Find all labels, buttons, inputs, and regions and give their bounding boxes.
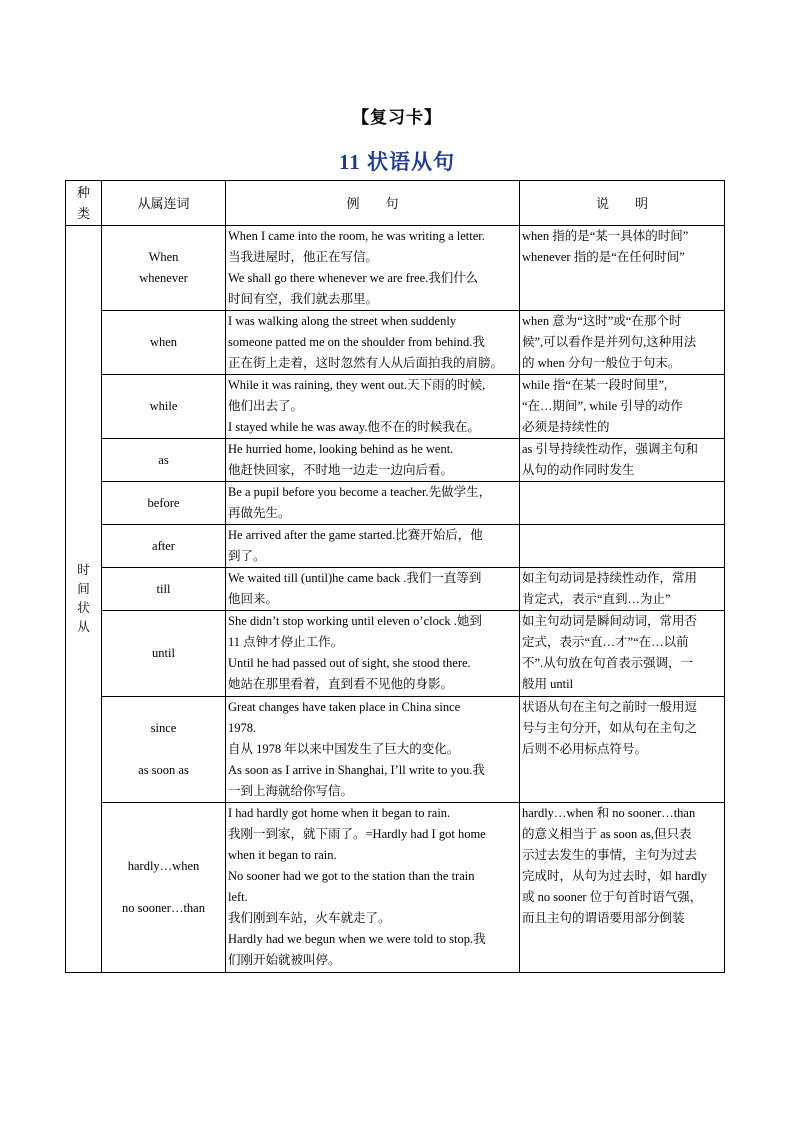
conjunction-cell: when [102, 311, 226, 375]
table-row [66, 311, 725, 375]
example-cell: Be a pupil before you become a teacher.先做学生， 再做先生。 [226, 482, 520, 525]
conjunction-cell: while [102, 375, 226, 439]
note-cell: when 意为“这时”或“在那个时 候”,可以看作是并列句,这种用法 的 when 分句一般位于句末。 [520, 311, 725, 375]
table-row [66, 482, 725, 525]
example-cell: Great changes have taken place in China since 1978. 自从 1978 年以来中国发生了巨大的变化。 As soon as I arrive in Shanghai, I’ll write to you.我 一到上海就给你写信。 [226, 697, 520, 803]
conjunction-cell: after [102, 525, 226, 568]
conjunction-cell: hardly…when no sooner…than [102, 803, 226, 973]
kind-cell-time-clause: 时 间 状 从 [66, 226, 102, 973]
note-cell: 状语从句在主句之前时一般用逗 号与主句分开，如从句在主句之 后则不必用标点符号。 [520, 697, 725, 803]
table-row [66, 697, 725, 803]
table-row [66, 375, 725, 439]
table-row [66, 611, 725, 697]
note-cell: while 指“在某一段时间里”, “在…期间”, while 引导的动作 必须是持续性的 [520, 375, 725, 439]
conjunction-cell: till [102, 568, 226, 611]
note-cell: hardly…when 和 no sooner…than 的意义相当于 as soon as,但只表 示过去发生的事情，主句为过去 完成时，从句为过去时，如 hardly 或 no sooner 位于句首时语气强， 而且主句的谓语要用部分倒装 [520, 803, 725, 973]
header-example: 例 句 [226, 181, 520, 226]
page-title: 11 状语从句 [338, 150, 456, 174]
example-cell: While it was raining, they went out.天下雨的时候, 他们出去了。 I stayed while he was away.他不在的时候我在。 [226, 375, 520, 439]
table-row [66, 226, 725, 311]
table-row [66, 803, 725, 973]
header-conjunction: 从属连词 [102, 181, 226, 226]
conjunction-cell: When whenever [102, 226, 226, 311]
review-card-label: 【复习卡】 [352, 108, 442, 127]
table-row [66, 525, 725, 568]
conjunction-cell: since as soon as [102, 697, 226, 803]
table-row [66, 439, 725, 482]
example-cell: He arrived after the game started.比赛开始后，他 到了。 [226, 525, 520, 568]
conjunction-cell: until [102, 611, 226, 697]
header-note: 说 明 [520, 181, 725, 226]
conjunction-cell: before [102, 482, 226, 525]
example-cell: She didn’t stop working until eleven o’clock .她到 11 点钟才停止工作。 Until he had passed out of sight, she stood there. 她站在那里看着，直到看不见他的身影。 [226, 611, 520, 697]
example-cell: When I came into the room, he was writing a letter. 当我进屋时，他正在写信。 We shall go there whenever we are free.我们什么 时间有空，我们就去那里。 [226, 226, 520, 311]
adverbial-clause-table [65, 180, 725, 973]
note-cell [520, 482, 725, 525]
note-cell: 如主句动词是持续性动作，常用 肯定式，表示“直到…为止” [520, 568, 725, 611]
example-cell: He hurried home, looking behind as he went. 他赶快回家，不时地一边走一边向后看。 [226, 439, 520, 482]
note-cell: when 指的是“某一具体的时间” whenever 指的是“在任何时间” [520, 226, 725, 311]
table-header-row [66, 181, 725, 226]
example-cell: I had hardly got home when it began to rain. 我刚一到家，就下雨了。=Hardly had I got home when it began to rain. No sooner had we got to the station than the train left. 我们刚到车站，火车就走了。 Hardly had we begun when we were told to stop.我 们刚开始就被叫停。 [226, 803, 520, 973]
example-cell: I was walking along the street when suddenly someone patted me on the shoulder from behind.我 正在街上走着，这时忽然有人从后面拍我的肩膀。 [226, 311, 520, 375]
header-kind: 种 类 [66, 181, 102, 226]
note-cell: 如主句动词是瞬间动词，常用否 定式，表示“直…才”“在…以前 不”.从句放在句首表示强调，一 般用 until [520, 611, 725, 697]
note-cell [520, 525, 725, 568]
conjunction-cell: as [102, 439, 226, 482]
table-row [66, 568, 725, 611]
example-cell: We waited till (until)he came back .我们一直等到 他回来。 [226, 568, 520, 611]
note-cell: as 引导持续性动作，强调主句和 从句的动作同时发生 [520, 439, 725, 482]
